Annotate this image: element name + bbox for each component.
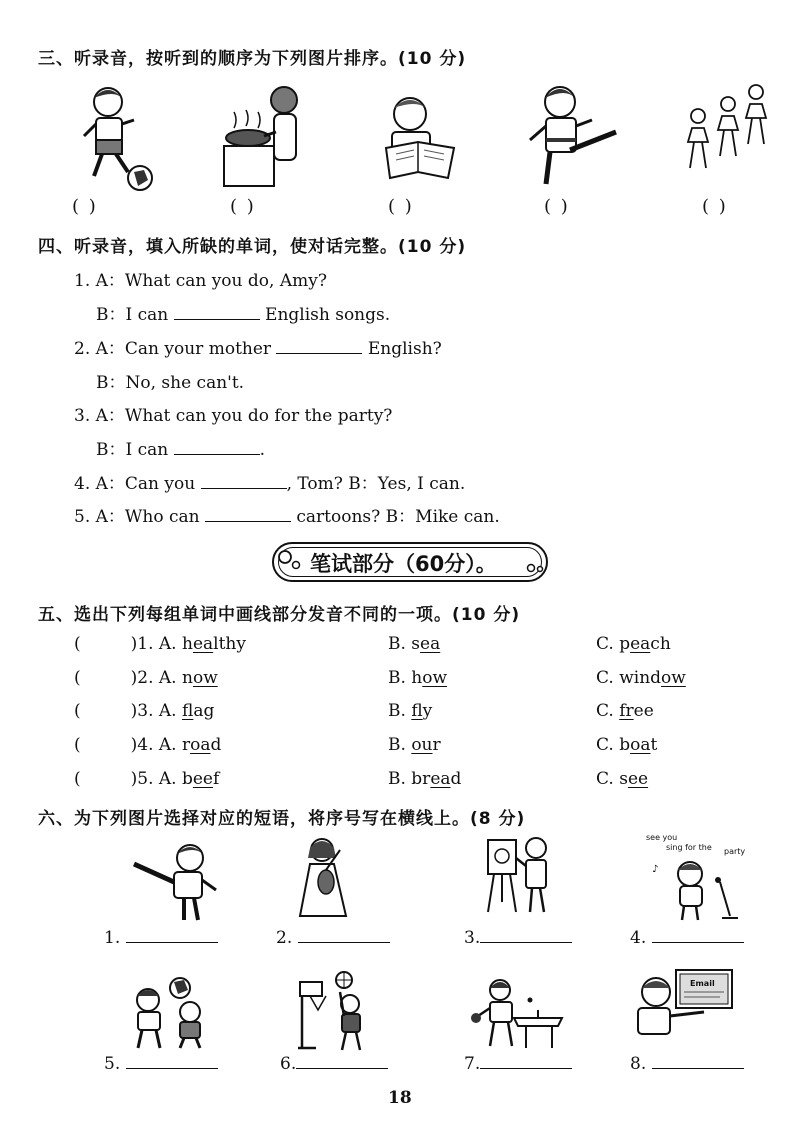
music-note-icon: ♪ <box>652 864 659 875</box>
dialog-line-5: 5. A：Who can cartoons? B：Mike can. <box>74 507 500 527</box>
boys-playing-football-icon <box>130 974 210 1050</box>
match-blank-7[interactable] <box>480 1054 572 1069</box>
sign-text-1: see you <box>646 833 678 842</box>
sign-text-2: sing for the <box>666 843 712 852</box>
phonics-row-3: ( )3. A. flag <box>74 701 215 721</box>
order-blank-5[interactable]: ( ) <box>702 196 728 217</box>
phonics-row-4-c: C. boat <box>596 735 658 755</box>
phonics-row-4: ( )4. A. road <box>74 735 222 755</box>
answer-paren[interactable]: ( <box>74 701 81 721</box>
boy-reading-book-icon <box>376 88 462 182</box>
answer-paren[interactable]: ( <box>74 668 81 688</box>
kung-fu-boy-icon <box>520 80 624 190</box>
phonics-row-1-b: B. sea <box>388 634 441 654</box>
order-blank-2[interactable]: ( ) <box>230 196 256 217</box>
order-blank-4[interactable]: ( ) <box>544 196 570 217</box>
match-label-5: 5. <box>104 1054 218 1074</box>
match-label-4: 4. <box>630 928 744 948</box>
fill-blank-5[interactable] <box>205 507 291 522</box>
section-6-heading: 六、为下列图片选择对应的短语，将序号写在横线上。(8 分) <box>38 809 526 829</box>
boy-sending-email-icon <box>634 966 738 1038</box>
girl-playing-violin-icon <box>296 836 356 922</box>
match-blank-3[interactable] <box>480 928 572 943</box>
match-blank-6[interactable] <box>296 1054 388 1069</box>
order-blank-3[interactable]: ( ) <box>388 196 414 217</box>
phonics-row-3-b: B. fly <box>388 701 433 721</box>
answer-paren[interactable]: ( <box>74 735 81 755</box>
kung-fu-kick-icon <box>128 840 224 924</box>
dialog-line-1b: B：I can English songs. <box>96 305 391 325</box>
match-blank-2[interactable] <box>298 928 390 943</box>
match-blank-1[interactable] <box>126 928 218 943</box>
section-3-heading: 三、听录音，按听到的顺序为下列图片排序。(10 分) <box>38 49 467 69</box>
page-number: 18 <box>388 1088 412 1108</box>
section-5-heading: 五、选出下列每组单词中画线部分发音不同的一项。(10 分) <box>38 605 521 625</box>
match-blank-4[interactable] <box>652 928 744 943</box>
bubble-icon <box>276 548 306 574</box>
match-label-1: 1. <box>104 928 218 948</box>
fill-blank-3[interactable] <box>174 440 260 455</box>
fill-blank-2[interactable] <box>276 339 362 354</box>
phonics-row-2: ( )2. A. now <box>74 668 218 688</box>
sign-text-3: party <box>724 847 746 856</box>
answer-paren[interactable]: ( <box>74 769 81 789</box>
dialog-line-2b: B：No, she can't. <box>96 373 245 393</box>
boy-playing-basketball-icon <box>296 970 368 1054</box>
email-screen-text: Email <box>690 979 715 988</box>
phonics-row-5-b: B. bread <box>388 769 462 789</box>
dialog-line-4: 4. A：Can you , Tom? B：Yes, I can. <box>74 474 466 494</box>
phonics-row-5: ( )5. A. beef <box>74 769 220 789</box>
phonics-row-3-c: C. free <box>596 701 654 721</box>
match-label-7: 7. <box>464 1054 572 1074</box>
girl-singing-icon <box>644 828 752 924</box>
phonics-row-1: ( )1. A. healthy <box>74 634 246 654</box>
banner-title: 笔试部分（60分）。 <box>310 552 497 576</box>
girls-dancing-icon <box>676 76 776 180</box>
match-label-6: 6. <box>280 1054 388 1074</box>
boy-drawing-icon <box>482 832 554 916</box>
boy-playing-football-icon <box>78 80 158 192</box>
phonics-row-5-c: C. see <box>596 769 649 789</box>
order-blank-1[interactable]: ( ) <box>72 196 98 217</box>
match-label-2: 2. <box>276 928 390 948</box>
dialog-line-3b: B：I can . <box>96 440 266 460</box>
answer-paren[interactable]: ( <box>74 634 81 654</box>
girl-playing-ping-pong-icon <box>470 976 566 1050</box>
phonics-row-4-b: B. our <box>388 735 441 755</box>
phonics-row-2-c: C. window <box>596 668 686 688</box>
match-blank-5[interactable] <box>126 1054 218 1069</box>
match-label-3: 3. <box>464 928 572 948</box>
dialog-line-2a: 2. A：Can your mother English? <box>74 339 442 359</box>
section-4-heading: 四、听录音，填入所缺的单词，使对话完整。(10 分) <box>38 237 467 257</box>
fill-blank-1[interactable] <box>174 305 260 320</box>
dialog-line-3a: 3. A：What can you do for the party? <box>74 406 393 426</box>
match-label-8: 8. <box>630 1054 744 1074</box>
dialog-line-1a: 1. A：What can you do, Amy? <box>74 271 327 291</box>
phonics-row-2-b: B. how <box>388 668 448 688</box>
fill-blank-4[interactable] <box>201 474 287 489</box>
match-blank-8[interactable] <box>652 1054 744 1069</box>
phonics-row-1-c: C. peach <box>596 634 671 654</box>
bubble-dots-icon <box>526 560 546 576</box>
person-cooking-icon <box>220 82 306 188</box>
